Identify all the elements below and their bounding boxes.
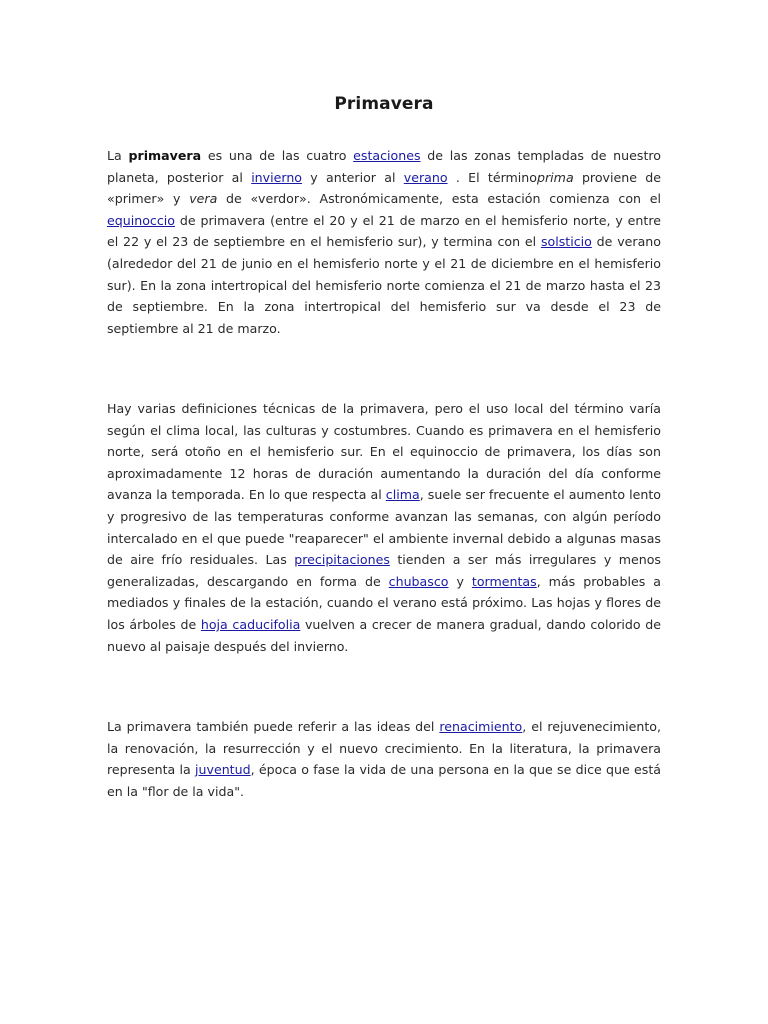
text-run: tienden a ser más irregulares y menos generalizadas, descargando en forma de [107, 552, 661, 589]
link-invierno[interactable]: invierno [251, 169, 303, 185]
text-run: de las zonas templadas de nuestro planeta, posterior al [107, 148, 661, 185]
text-run: proviene de «primer» y [107, 169, 661, 207]
text-run: de verano (alrededor del 21 de junio en el hemisferio norte y el 21 de diciembre en el hemisferio sur). En la zona intertropical del hemisferio norte comienza el 21 de marzo hasta el 23 de septiembre. En la zona intertropical del hemisferio sur va desde el 23 de septiembre al 21 de marzo. [107, 234, 661, 336]
bold-term-primavera: primavera [128, 148, 202, 163]
text-run: y [448, 573, 472, 589]
text-run: La primavera también puede referir a las ideas del [107, 719, 440, 734]
link-estaciones[interactable]: estaciones [353, 148, 421, 163]
text-run: , el rejuvenecimiento, la renovación, la resurrección y el nuevo crecimiento. En la literatura, la primavera representa la [107, 719, 661, 778]
text-run: y anterior al [302, 169, 404, 185]
text-run: , suele ser frecuente el aumento lento y progresivo de las temperaturas conforme avanzan las semanas, con algún período intercalado en el que puede "reaparecer" el ambiente invernal debido a algunas masas de aire frío residuales. Las [107, 487, 661, 568]
link-equinoccio[interactable]: equinoccio [107, 212, 175, 228]
link-tormentas[interactable]: tormentas [471, 573, 537, 589]
text-run: La [107, 148, 129, 163]
italic-term-vera: vera [189, 191, 218, 207]
text-run: , época o fase la vida de una persona en la que se dice que está en la "flor de la vida". [107, 762, 662, 799]
text-run: es una de las cuatro [201, 148, 354, 163]
page-title: Primavera [334, 94, 434, 114]
link-solsticio[interactable]: solsticio [540, 234, 592, 250]
link-chubasco[interactable]: chubasco [388, 573, 449, 589]
text-run: . El término [447, 169, 537, 185]
link-hoja-caducifolia[interactable]: hoja caducifolia [200, 616, 301, 632]
link-verano[interactable]: verano [403, 169, 448, 185]
link-juventud[interactable]: juventud [195, 762, 251, 778]
text-run: vuelven a crecer de manera gradual, dando colorido de nuevo al paisaje después del invierno. [107, 616, 661, 654]
italic-term-prima: prima [537, 169, 574, 185]
text-run: de «verdor». Astronómicamente, esta estación comienza con el [217, 191, 661, 207]
link-clima[interactable]: clima [385, 487, 420, 503]
link-precipitaciones[interactable]: precipitaciones [294, 552, 390, 568]
link-renacimiento[interactable]: renacimiento [439, 719, 523, 734]
paragraph-intro [107, 145, 661, 339]
paragraph-symbolism [107, 716, 661, 802]
text-run: de primavera (entre el 20 y el 21 de marzo en el hemisferio norte, y entre el 22 y el 23 de septiembre en el hemisferio sur), y termina con el [107, 212, 661, 250]
text-run: Hay varias definiciones técnicas de la primavera, pero el uso local del término varía según el clima local, las culturas y costumbres. Cuando es primavera en el hemisferio norte, será otoño en el hemisferio sur. En el equinoccio de primavera, los días son aproximadamente 12 horas de duración aumentando la duración del día conforme avanza la temporada. En lo que respecta al [107, 401, 661, 503]
text-run: , más probables a mediados y finales de la estación, cuando el verano está próximo. Las hojas y flores de los árboles de [107, 573, 661, 632]
paragraph-definitions [107, 398, 661, 657]
